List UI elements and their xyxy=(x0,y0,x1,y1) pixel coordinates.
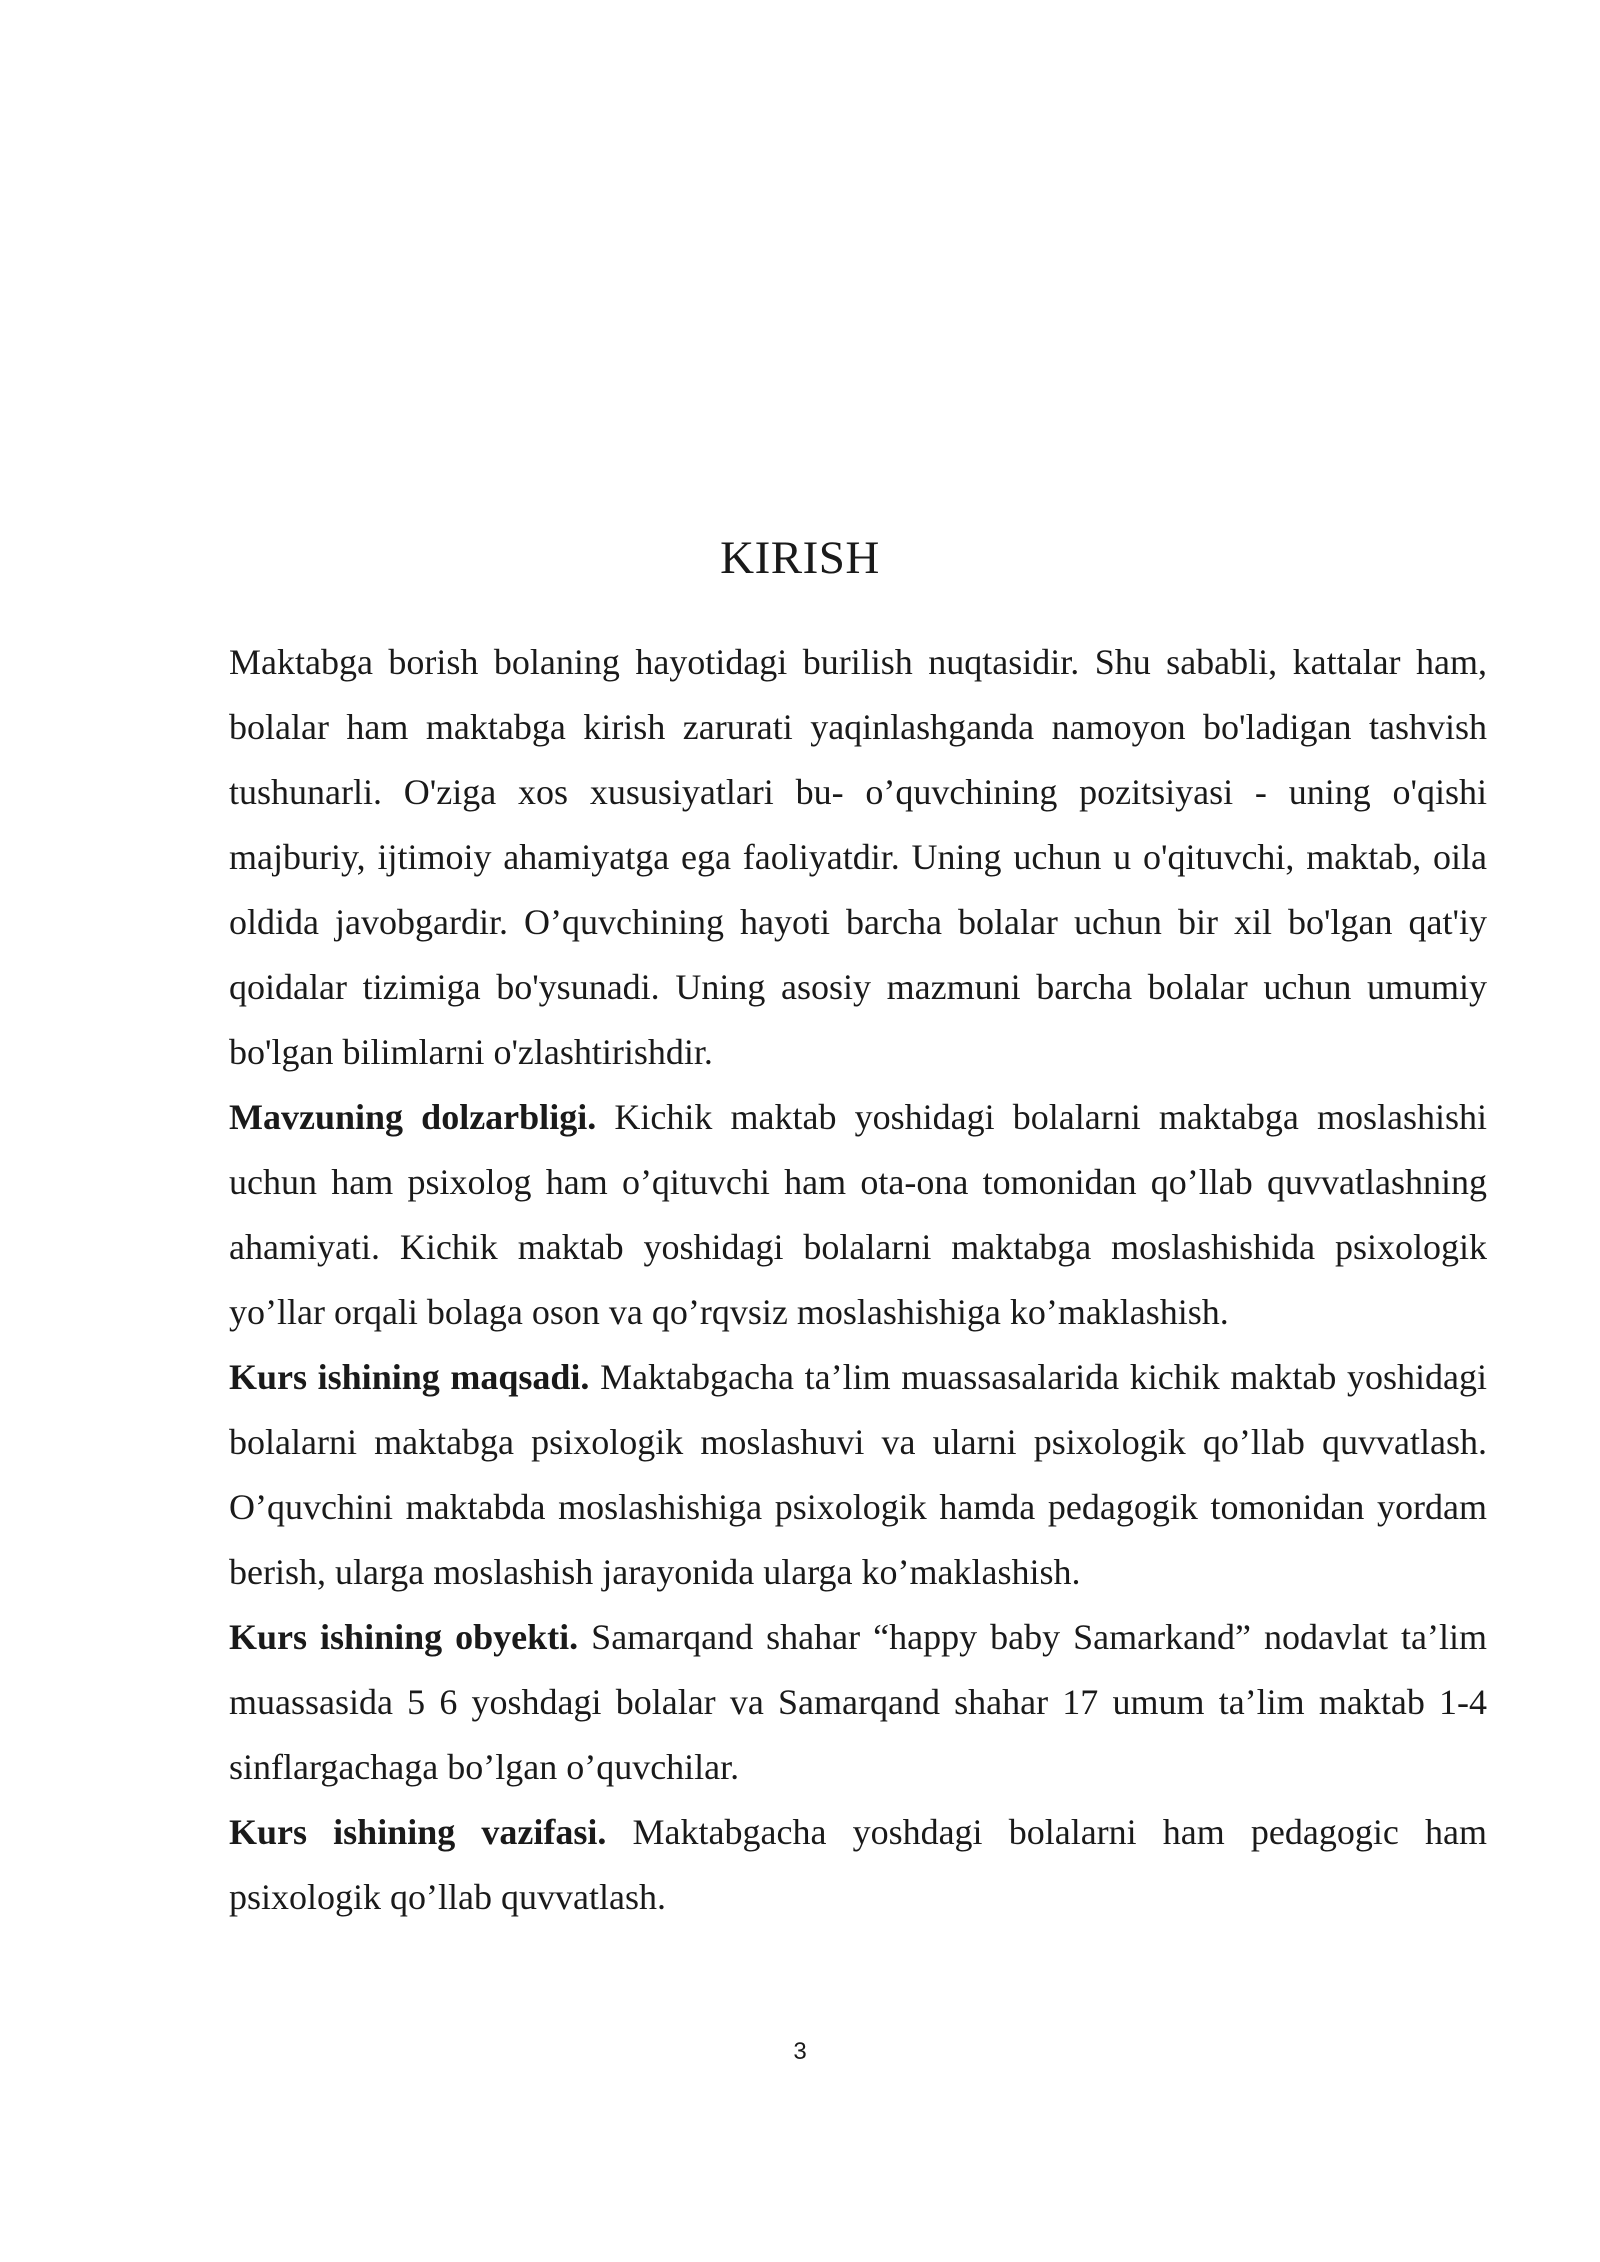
object-paragraph xyxy=(229,1605,1487,1800)
intro-paragraph: Maktabga borish bolaning hayotidagi burilish nuqtasidir. Shu sababli, kattalar ham, bolalar ham maktabga kirish zarurati yaqinlashganda namoyon bo'ladigan tashvish tushunarli. O'ziga xos xususiyatlari bu- o’quvchining pozitsiyasi - uning o'qishi majburiy, ijtimoiy ahamiyatga ega faoliyatdir. Uning uchun u o'qituvchi, maktab, oila oldida javobgardir. O’quvchining hayoti barcha bolalar uchun bir xil bo'lgan qat'iy qoidalar tizimiga bo'ysunadi. Uning asosiy mazmuni barcha bolalar uchun umumiy bo'lgan bilimlarni o'zlashtirishdir. xyxy=(229,642,1487,1072)
page-title: KIRISH xyxy=(720,532,880,584)
page-number: 3 xyxy=(793,2038,807,2065)
task-text: Maktabgacha yoshdagi bolalarni ham pedagogic ham psixologik qo’llab quvvatlash. xyxy=(229,1812,1487,1917)
task-paragraph xyxy=(229,1800,1487,1930)
goal-paragraph xyxy=(229,1345,1487,1605)
goal-text: Maktabgacha ta’lim muassasalarida kichik maktab yoshidagi bolalarni maktabga psixologik moslashuvi va ularni psixologik qo’llab quvvatlash. O’quvchini maktabda moslashishiga psixologik hamda pedagogik tomonidan yordam berish, ularga moslashish jarayonida ularga ko’maklashish. xyxy=(229,1357,1487,1592)
task-heading: Kurs ishining vazifasi. xyxy=(229,1812,607,1852)
body-text xyxy=(229,630,1487,1930)
relevance-text: Kichik maktab yoshidagi bolalarni maktabga moslashishi uchun ham psixolog ham o’qituvchi ham ota-ona tomonidan qo’llab quvvatlashning ahamiyati. Kichik maktab yoshidagi bolalarni maktabga moslashishida psixologik yo’llar orqali bolaga oson va qo’rqvsiz moslashishiga ko’maklashish. xyxy=(229,1097,1488,1332)
relevance-heading: Mavzuning dolzarbligi. xyxy=(229,1097,597,1137)
object-text: Samarqand shahar “happy baby Samarkand” nodavlat ta’lim muassasida 5 6 yoshdagi bolalar va Samarqand shahar 17 umum ta’lim maktab 1-4 sinflargachaga bo’lgan o’quvchilar. xyxy=(229,1617,1488,1787)
object-heading: Kurs ishining obyekti. xyxy=(229,1617,579,1657)
goal-heading: Kurs ishining maqsadi. xyxy=(229,1357,590,1397)
relevance-paragraph xyxy=(229,1085,1487,1345)
